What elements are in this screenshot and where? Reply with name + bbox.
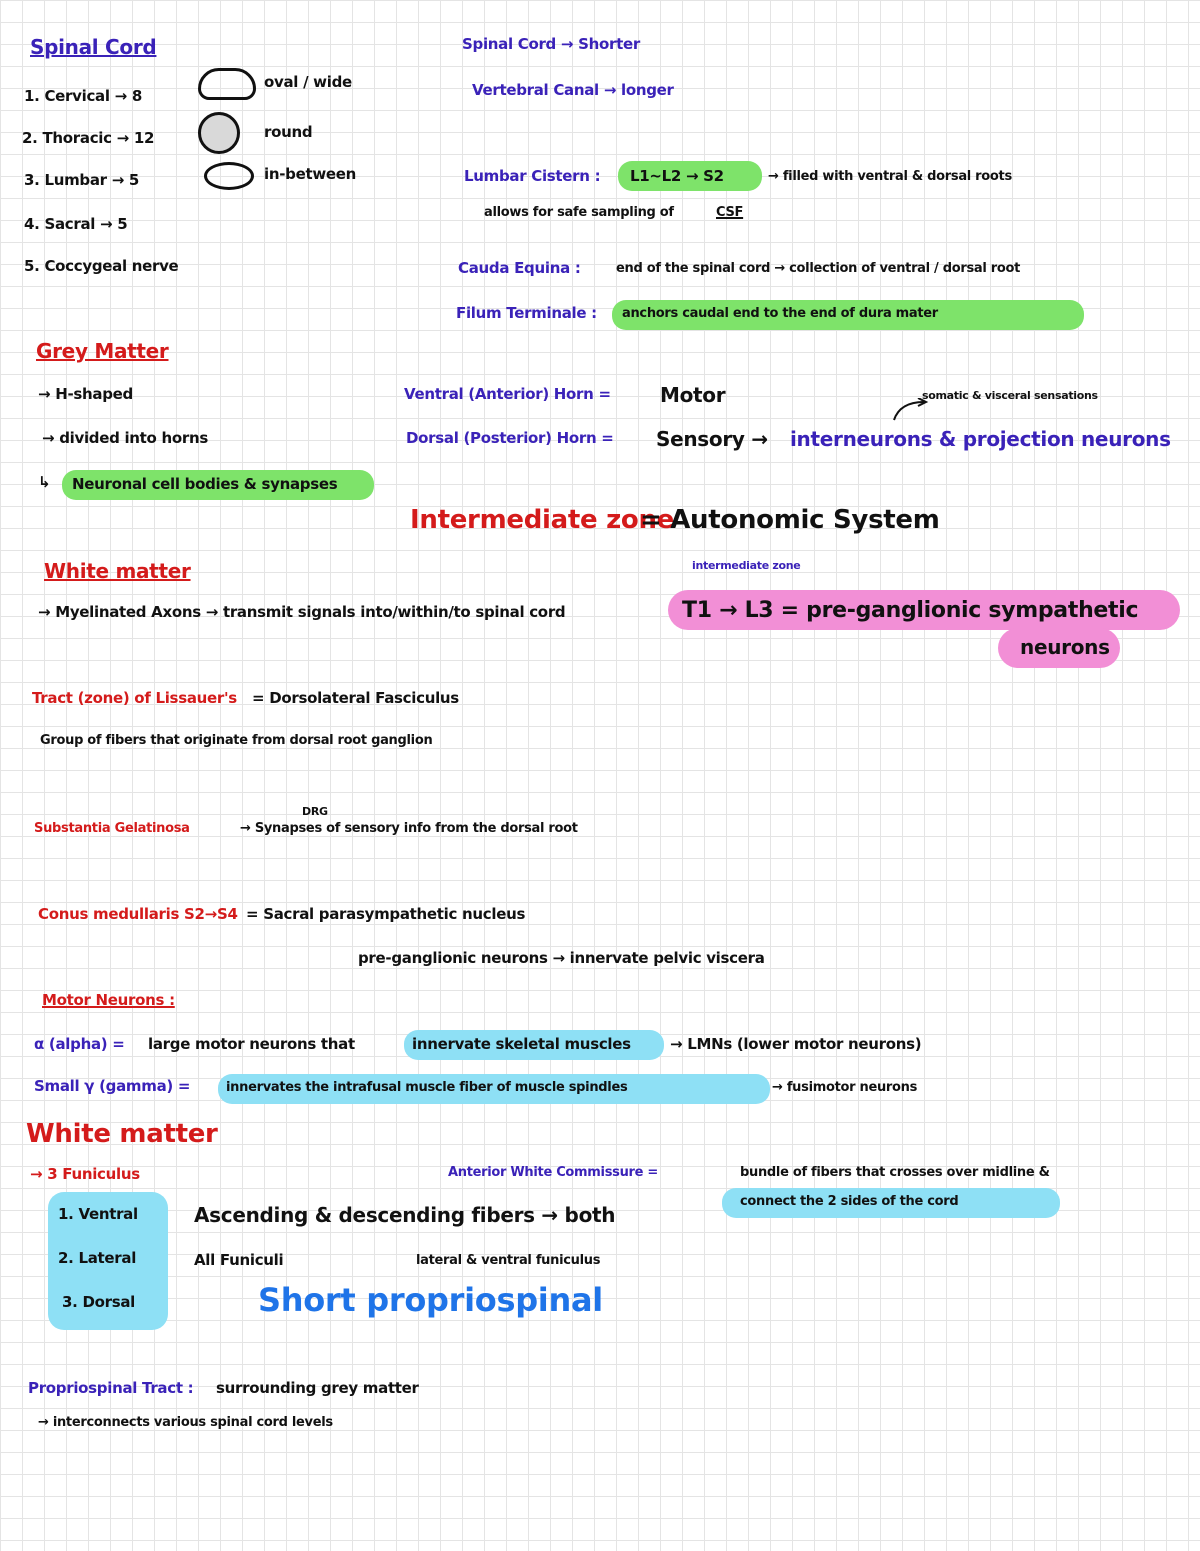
cauda-equina-text: end of the spinal cord → collection of ventral / dorsal root xyxy=(616,261,1021,276)
grey-matter-line: → divided into horns xyxy=(42,429,208,447)
funiculus-item: 2. Lateral xyxy=(58,1249,137,1267)
lumbar-cistern-range: L1~L2 → S2 xyxy=(630,167,724,185)
white-matter-2-sub: → 3 Funiculus xyxy=(30,1165,140,1183)
ventral-horn-label: Ventral (Anterior) Horn = xyxy=(404,385,611,403)
sacral-sub: pre-ganglionic neurons → innervate pelvic viscera xyxy=(358,949,765,967)
sacral-label: Conus medullaris S2→S4 xyxy=(38,905,238,923)
propriospinal-label: Propriospinal Tract : xyxy=(28,1379,194,1397)
preganglionic-text: T1 → L3 = pre-ganglionic sympathetic xyxy=(682,598,1139,623)
ascending-text: Ascending & descending fibers → both xyxy=(194,1203,616,1227)
list-item: 4. Sacral → 5 xyxy=(24,215,128,233)
dorsal-horn-label: Dorsal (Posterior) Horn = xyxy=(406,429,614,447)
gamma-label: Small γ (gamma) = xyxy=(34,1077,191,1095)
commissure-highlight: connect the 2 sides of the cord xyxy=(740,1194,959,1209)
dorsal-horn-neurons: interneurons & projection neurons xyxy=(790,427,1171,451)
filum-terminale-label: Filum Terminale : xyxy=(456,304,597,322)
preganglionic-text-2: neurons xyxy=(1020,635,1110,659)
csf-text: CSF xyxy=(716,205,744,220)
grey-matter-arrow: ↳ xyxy=(38,473,51,491)
list-item: 3. Lumbar → 5 xyxy=(24,171,140,189)
spinal-cord-title: Spinal Cord xyxy=(30,35,157,59)
round-shape-icon xyxy=(198,112,240,154)
short-propriospinal: Short propriospinal xyxy=(258,1281,603,1319)
funiculus-item: 3. Dorsal xyxy=(62,1293,136,1311)
in-between-shape-icon xyxy=(204,162,254,190)
sacral-value: = Sacral parasympathetic nucleus xyxy=(246,905,526,923)
tract-lissauer-sub: Group of fibers that originate from dorsal root ganglion xyxy=(40,733,433,748)
alpha-text: large motor neurons that xyxy=(148,1035,355,1053)
shape-label-round: round xyxy=(264,123,313,141)
gamma-highlight: innervates the intrafusal muscle fiber of muscle spindles xyxy=(226,1080,628,1095)
all-funiculi: All Funiculi xyxy=(194,1251,284,1269)
propriospinal-value: surrounding grey matter xyxy=(216,1379,419,1397)
alpha-highlight: innervate skeletal muscles xyxy=(412,1035,631,1053)
shape-label-in-between: in-between xyxy=(264,165,357,183)
intermediate-zone-value: = Autonomic System xyxy=(640,505,940,535)
white-matter-2-title: White matter xyxy=(26,1119,218,1149)
grey-matter-line: Neuronal cell bodies & synapses xyxy=(72,475,338,493)
white-matter-line: → Myelinated Axons → transmit signals into/within/to spinal cord xyxy=(38,603,566,621)
lumbar-cistern-sub: allows for safe sampling of xyxy=(484,205,674,220)
lumbar-cistern-label: Lumbar Cistern : xyxy=(464,167,601,185)
gamma-rest: → fusimotor neurons xyxy=(772,1080,918,1095)
ventral-horn-value: Motor xyxy=(660,383,726,407)
horn-annotation: somatic & visceral sensations xyxy=(922,389,1098,402)
oval-shape-icon xyxy=(198,68,256,100)
motor-neurons-title: Motor Neurons : xyxy=(42,991,175,1009)
intermediate-zone-label: Intermediate zone xyxy=(410,505,675,535)
shape-label-oval: oval / wide xyxy=(264,73,352,91)
lumbar-cistern-roots: → filled with ventral & dorsal roots xyxy=(768,169,1012,184)
list-item: 1. Cervical → 8 xyxy=(24,87,142,105)
filum-terminale-text: anchors caudal end to the end of dura mater xyxy=(622,306,938,321)
curved-arrow-icon xyxy=(890,398,930,422)
grey-matter-title: Grey Matter xyxy=(36,339,169,363)
substantia-gelatinosa-label: Substantia Gelatinosa xyxy=(34,821,190,836)
spinal-cord-shorter: Spinal Cord → Shorter xyxy=(462,35,640,53)
funiculus-item: 1. Ventral xyxy=(58,1205,138,1223)
intermediate-zone-small: intermediate zone xyxy=(692,559,801,572)
commissure-value: bundle of fibers that crosses over midline & xyxy=(740,1165,1050,1180)
alpha-rest: → LMNs (lower motor neurons) xyxy=(670,1035,922,1053)
tract-lissauer-label: Tract (zone) of Lissauer's xyxy=(32,689,237,707)
commissure-label: Anterior White Commissure = xyxy=(448,1165,658,1180)
list-item: 5. Coccygeal nerve xyxy=(24,257,179,275)
cauda-equina-label: Cauda Equina : xyxy=(458,259,581,277)
tract-lissauer-value: = Dorsolateral Fasciculus xyxy=(252,689,459,707)
propriospinal-sub: → interconnects various spinal cord levels xyxy=(38,1415,333,1430)
alpha-label: α (alpha) = xyxy=(34,1035,125,1053)
dorsal-horn-value: Sensory → xyxy=(656,427,768,451)
white-matter-title: White matter xyxy=(44,559,191,583)
substantia-gelatinosa-value: → Synapses of sensory info from the dorsal root xyxy=(240,821,578,836)
lateral-ventral-funiculus: lateral & ventral funiculus xyxy=(416,1253,601,1268)
grey-matter-line: → H-shaped xyxy=(38,385,133,403)
drg-small: DRG xyxy=(302,805,328,818)
vertebral-canal-longer: Vertebral Canal → longer xyxy=(472,81,674,99)
list-item: 2. Thoracic → 12 xyxy=(22,129,155,147)
